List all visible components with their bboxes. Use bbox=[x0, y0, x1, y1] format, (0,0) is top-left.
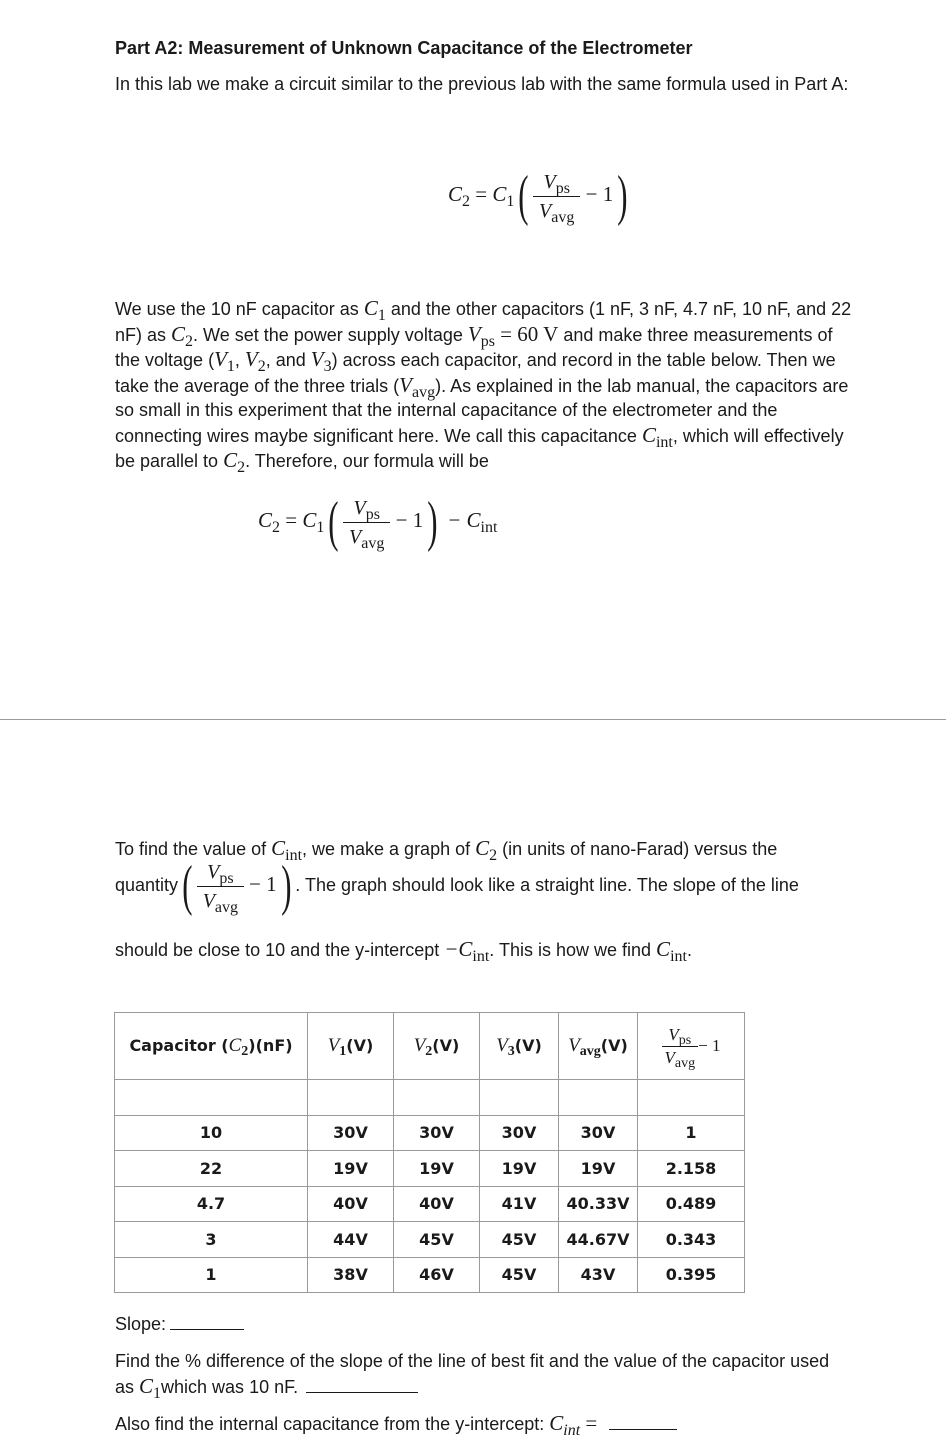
header-capacitor: Capacitor (C2)(nF) bbox=[115, 1013, 308, 1080]
table-cell: 38V bbox=[308, 1257, 394, 1293]
graph-paragraph-line1: To find the value of Cint, we make a graph of C2 (in units of nano-Farad) versus the bbox=[115, 836, 778, 864]
table-cell: 30V bbox=[480, 1115, 559, 1151]
slope-answer-blank[interactable] bbox=[170, 1328, 244, 1330]
percent-difference-answer-blank[interactable] bbox=[306, 1391, 418, 1393]
table-cell bbox=[115, 1080, 308, 1116]
header-ratio: $\frac{V_{ps}}{V_{avg}}$ − 1 bbox=[638, 1013, 745, 1080]
table-cell: 0.489 bbox=[638, 1186, 745, 1222]
slope-line: Slope: bbox=[115, 1312, 860, 1337]
internal-capacitance-answer-blank[interactable] bbox=[609, 1428, 677, 1430]
page-title: Part A2: Measurement of Unknown Capacitance of the Electrometer bbox=[115, 38, 693, 58]
table-row bbox=[115, 1186, 745, 1222]
table-cell: 44V bbox=[308, 1222, 394, 1258]
intro-paragraph: In this lab we make a circuit similar to the previous lab with the same formula used in Part A: bbox=[115, 74, 849, 94]
method-paragraph: We use the 10 nF capacitor as C1 and the other capacitors (1 nF, 3 nF, 4.7 nF, 10 nF, and 22 nF) as C2. We set the power supply voltage Vps = 60 V and make three measurements of the voltage (V1, V2, and V3) across each capacitor, and record in the table below. Then we take the average of the three trials (Vavg). As explained in the lab manual, the capacitors are so small in this experiment that the internal capacitance of the electrometer and the connecting wires maybe significant here. We call this capacitance Cint, which will effectively be parallel to C2. Therefore, our formula will be bbox=[115, 296, 852, 476]
page-divider bbox=[0, 719, 946, 720]
header-v3: V3(V) bbox=[480, 1013, 559, 1080]
table-cell: 30V bbox=[308, 1115, 394, 1151]
percent-difference-question: Find the % difference of the slope of the line of best fit and the value of the capacitor used as C1which was 10 nF. bbox=[115, 1351, 830, 1402]
table-cell: 45V bbox=[480, 1222, 559, 1258]
formula-with-cint: $C_2 = C_1$( $\frac{V_{ps}}{V_{avg}}$ − $1) - C_{int}$ bbox=[258, 491, 498, 553]
table-cell: 43V bbox=[559, 1257, 638, 1293]
header-v1: V1(V) bbox=[308, 1013, 394, 1080]
table-cell: 0.395 bbox=[638, 1257, 745, 1293]
table-cell: 19V bbox=[308, 1151, 394, 1187]
table-cell: 30V bbox=[559, 1115, 638, 1151]
table-cell bbox=[308, 1080, 394, 1116]
table-cell: 44.67V bbox=[559, 1222, 638, 1258]
table-cell: 10 bbox=[115, 1115, 308, 1151]
table-header-row bbox=[115, 1013, 745, 1080]
table-cell: 3 bbox=[115, 1222, 308, 1258]
table-cell: 30V bbox=[394, 1115, 480, 1151]
table-cell: 22 bbox=[115, 1151, 308, 1187]
header-vavg: Vavg(V) bbox=[559, 1013, 638, 1080]
table-cell: 45V bbox=[480, 1257, 559, 1293]
internal-capacitance-question: Also find the internal capacitance from the y-intercept: Cint = bbox=[115, 1411, 860, 1437]
table-body bbox=[115, 1080, 745, 1293]
table-row bbox=[115, 1151, 745, 1187]
table-cell: 40.33V bbox=[559, 1186, 638, 1222]
table-cell bbox=[394, 1080, 480, 1116]
table-cell: 1 bbox=[115, 1257, 308, 1293]
header-v2: V2(V) bbox=[394, 1013, 480, 1080]
table-cell: 4.7 bbox=[115, 1186, 308, 1222]
table-cell: 19V bbox=[480, 1151, 559, 1187]
table-cell: 19V bbox=[394, 1151, 480, 1187]
table-cell bbox=[480, 1080, 559, 1116]
table-cell: 0.343 bbox=[638, 1222, 745, 1258]
table-cell: 41V bbox=[480, 1186, 559, 1222]
table-cell: 40V bbox=[394, 1186, 480, 1222]
table-cell bbox=[559, 1080, 638, 1116]
table-cell bbox=[638, 1080, 745, 1116]
table-cell: 1 bbox=[638, 1115, 745, 1151]
table-row bbox=[115, 1222, 745, 1258]
table-row bbox=[115, 1080, 745, 1116]
table-cell: 40V bbox=[308, 1186, 394, 1222]
graph-paragraph-line3: should be close to 10 and the y-intercept −Cint. This is how we find Cint. bbox=[115, 937, 692, 965]
table-cell: 19V bbox=[559, 1151, 638, 1187]
table-row bbox=[115, 1257, 745, 1293]
formula-basic: $C_2 = C_1$( $\frac{V_{ps}}{V_{avg}}$ − 1) bbox=[448, 165, 628, 227]
measurement-table bbox=[114, 1012, 745, 1293]
table-cell: 46V bbox=[394, 1257, 480, 1293]
graph-paragraph-line2: quantity( $\frac{V_{ps}}{V_{avg}}$ − 1) . The graph should look like a straight line. The slope of the line bbox=[115, 855, 799, 917]
table-cell: 2.158 bbox=[638, 1151, 745, 1187]
table-row bbox=[115, 1115, 745, 1151]
table-cell: 45V bbox=[394, 1222, 480, 1258]
